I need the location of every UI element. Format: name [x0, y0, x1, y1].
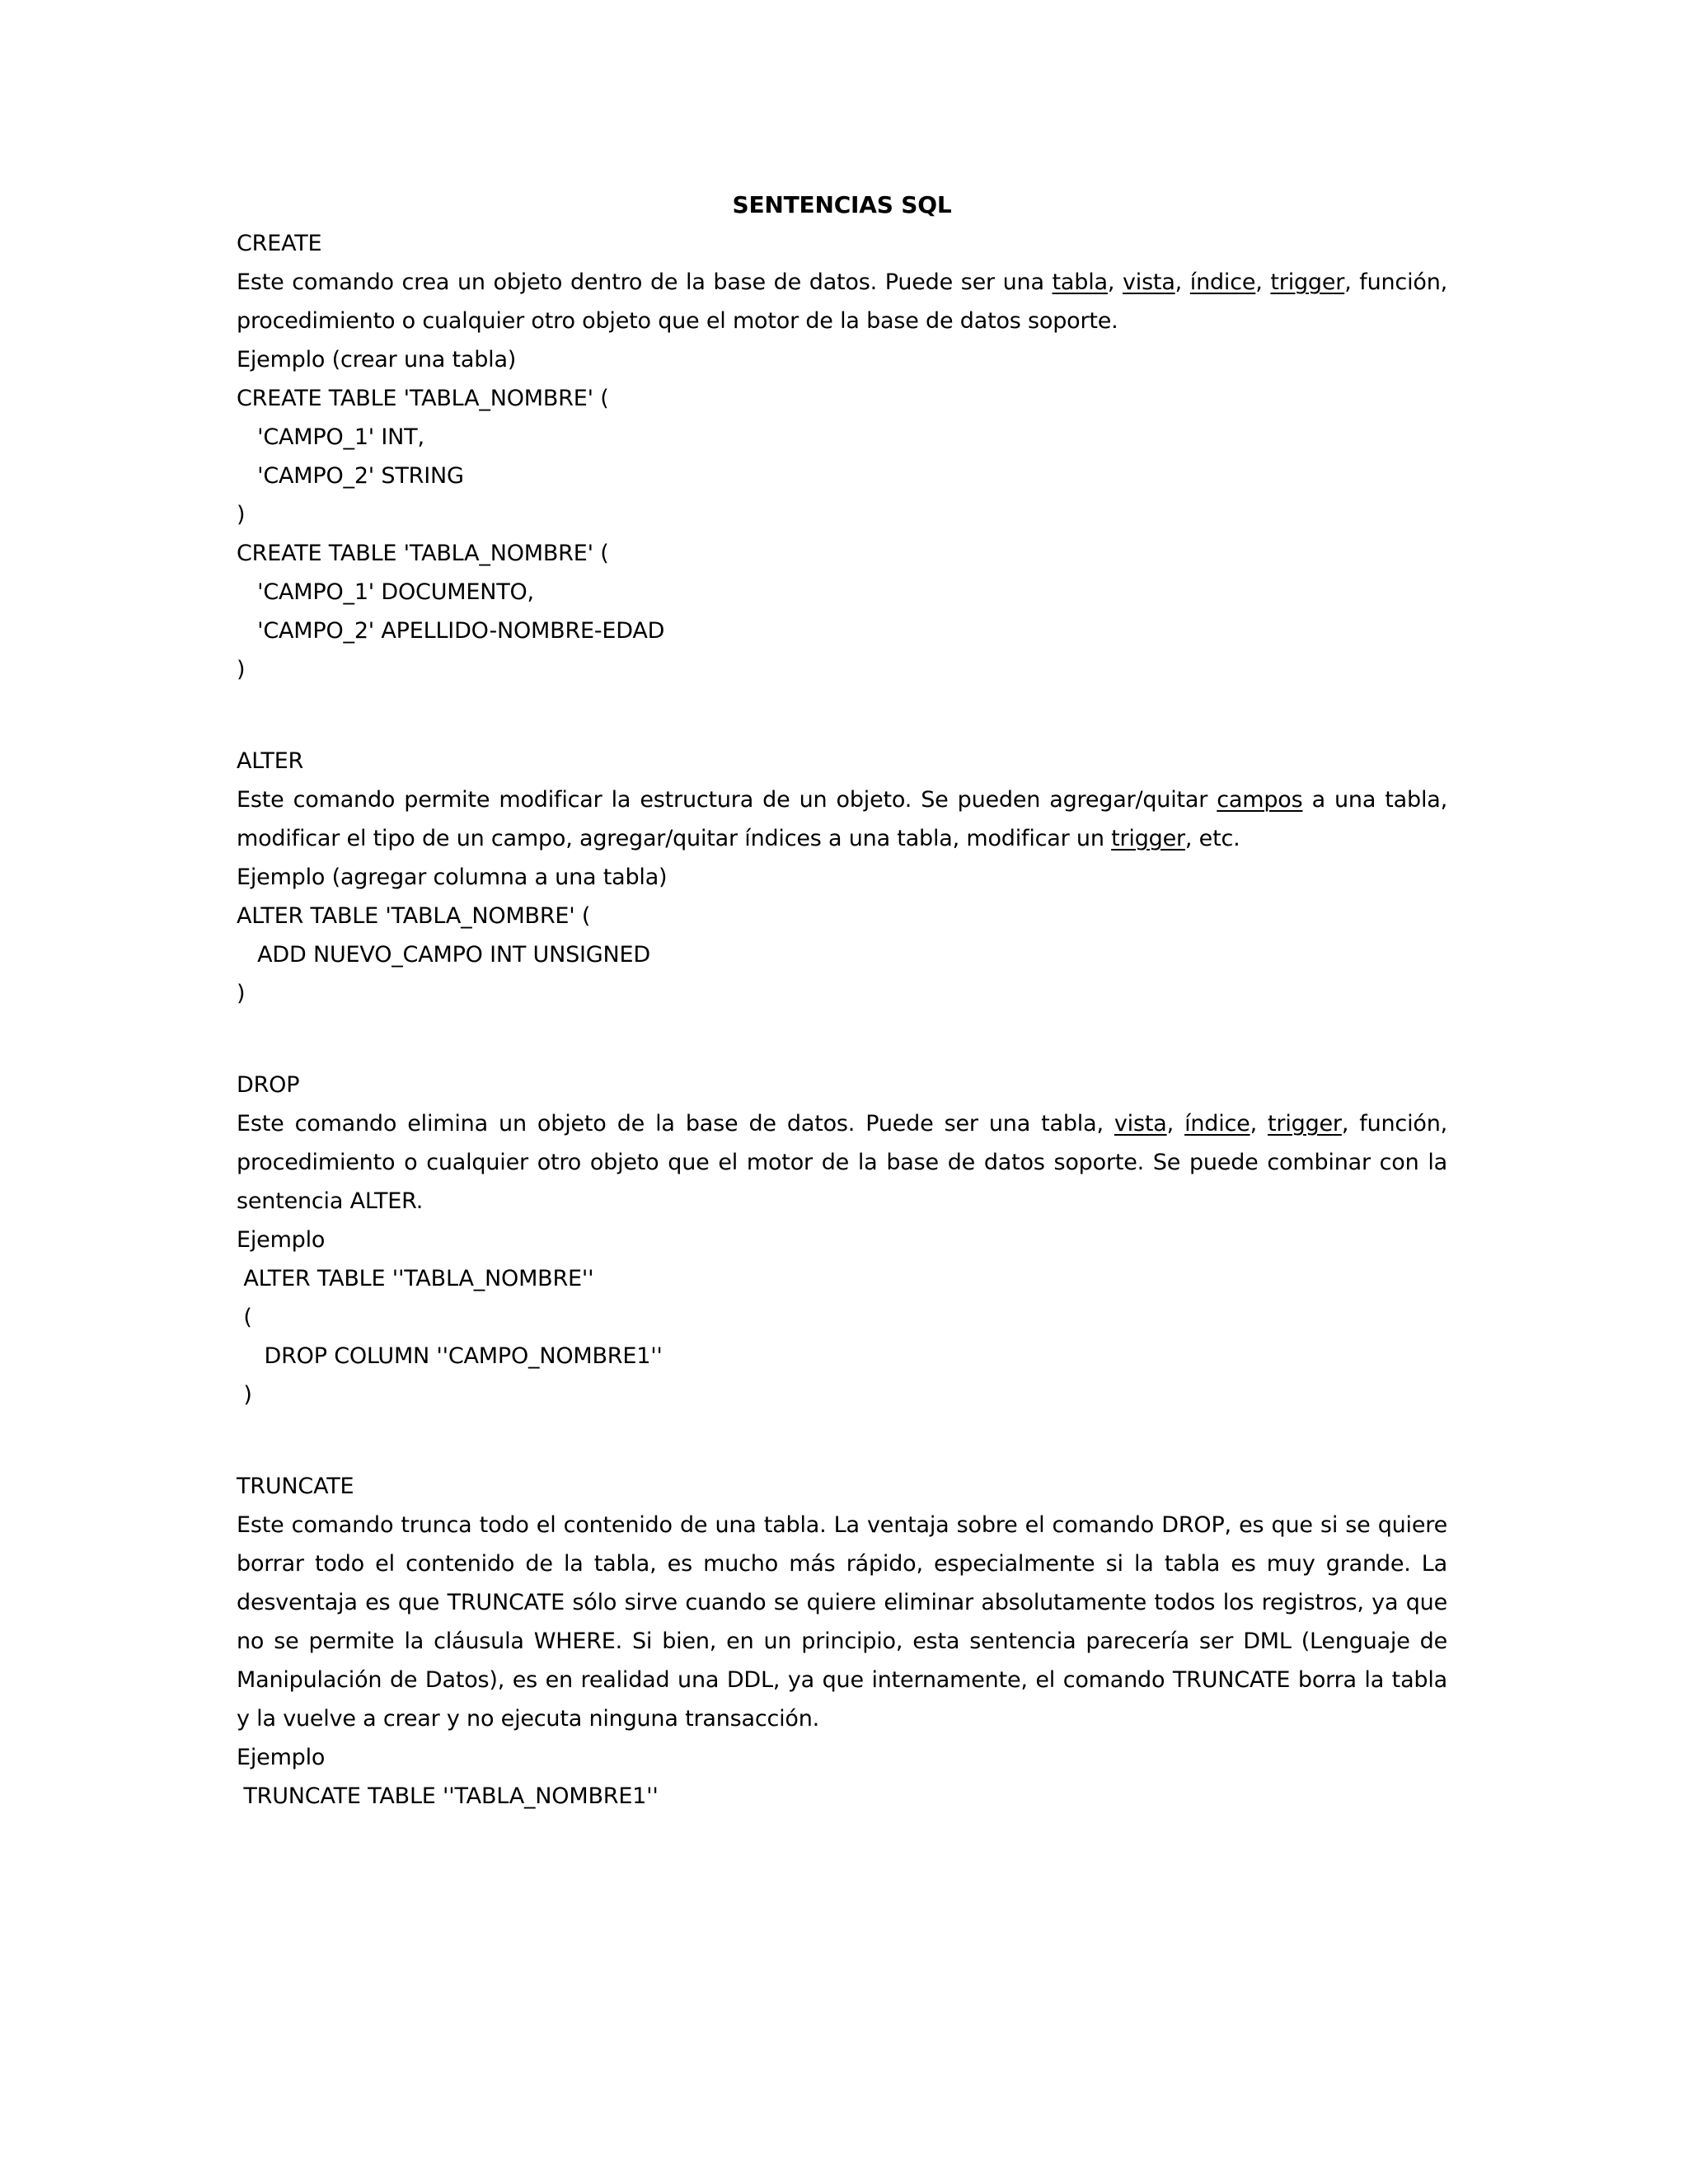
text-segment: Ejemplo (crear una tabla)	[237, 347, 517, 373]
text-segment: Ejemplo	[237, 1745, 326, 1770]
document-line	[237, 1738, 1447, 1777]
text-segment: Ejemplo (agregar columna a una tabla)	[237, 865, 668, 890]
section-heading	[237, 1467, 1447, 1506]
document-line	[237, 1104, 1447, 1143]
text-segment: Este comando permite modificar la estructura de un objeto. Se pueden agregar/quitar	[237, 787, 1217, 813]
document-line	[237, 1506, 1447, 1544]
document-line	[237, 1221, 1447, 1259]
text-segment: ,	[1250, 1111, 1268, 1137]
document-line	[237, 1298, 1447, 1337]
text-segment: borrar todo el contenido de la tabla, es mucho más rápido, especialmente si la tabla es muy grande. La	[237, 1551, 1447, 1577]
document-line	[237, 1143, 1447, 1182]
document-line	[237, 897, 1447, 935]
text-segment: desventaja es que TRUNCATE sólo sirve cuando se quiere eliminar absolutamente todos los registros, ya que	[237, 1590, 1447, 1615]
text-segment: 'CAMPO_1' INT,	[237, 424, 424, 450]
document-line	[237, 858, 1447, 897]
text-segment: , función,	[1344, 269, 1447, 295]
text-segment: sentencia ALTER.	[237, 1188, 424, 1214]
text-segment: ALTER TABLE ''TABLA_NOMBRE''	[237, 1266, 594, 1291]
document-line	[237, 819, 1447, 858]
text-segment: TRUNCATE TABLE ''TABLA_NOMBRE1''	[237, 1783, 659, 1809]
text-segment: TRUNCATE	[237, 1474, 354, 1499]
section-alter	[237, 742, 1447, 1013]
section-heading	[237, 224, 1447, 263]
underlined-term: índice	[1184, 1111, 1250, 1137]
text-segment: )	[237, 981, 246, 1006]
section-heading	[237, 742, 1447, 780]
text-segment: y la vuelve a crear y no ejecuta ninguna transacción.	[237, 1706, 820, 1732]
document-line	[237, 1622, 1447, 1661]
document-line	[237, 612, 1447, 650]
underlined-term: vista	[1122, 269, 1175, 295]
text-segment: Manipulación de Datos), es en realidad una DDL, ya que internamente, el comando TRUNCATE borra la tabla	[237, 1667, 1447, 1693]
underlined-term: trigger	[1270, 269, 1345, 295]
document-title: SENTENCIAS SQL	[732, 191, 952, 218]
text-segment: no se permite la cláusula WHERE. Si bien, en un principio, esta sentencia parecería ser DML (Lenguaje de	[237, 1629, 1447, 1654]
underlined-term: tabla	[1052, 269, 1108, 295]
document-line	[237, 974, 1447, 1013]
document-line	[237, 263, 1447, 302]
document-line	[237, 457, 1447, 495]
underlined-term: campos	[1217, 787, 1303, 813]
text-segment: ,	[1175, 269, 1190, 295]
text-segment: Este comando elimina un objeto de la base de datos. Puede ser una tabla,	[237, 1111, 1114, 1137]
document-line	[237, 935, 1447, 974]
text-segment: , función,	[1341, 1111, 1447, 1137]
text-segment: 'CAMPO_2' STRING	[237, 463, 464, 489]
text-segment: ,	[1255, 269, 1271, 295]
document-line	[237, 418, 1447, 457]
text-segment: 'CAMPO_2' APELLIDO-NOMBRE-EDAD	[237, 618, 665, 644]
document-line	[237, 1544, 1447, 1583]
text-segment: CREATE	[237, 231, 322, 256]
document-line	[237, 495, 1447, 534]
text-segment: ,	[1166, 1111, 1185, 1137]
text-segment: DROP COLUMN ''CAMPO_NOMBRE1''	[237, 1343, 663, 1369]
document-line	[237, 1376, 1447, 1414]
text-segment: modificar el tipo de un campo, agregar/quitar índices a una tabla, modificar un	[237, 826, 1112, 851]
text-segment: Este comando crea un objeto dentro de la base de datos. Puede ser una	[237, 269, 1053, 295]
document-sections	[237, 224, 1447, 1816]
text-segment: DROP	[237, 1072, 300, 1098]
text-segment: ALTER	[237, 748, 304, 774]
document-line	[237, 1583, 1447, 1622]
document-line	[237, 573, 1447, 612]
document-line	[237, 1661, 1447, 1699]
document-line	[237, 340, 1447, 379]
text-segment: , etc.	[1184, 826, 1240, 851]
text-segment: procedimiento o cualquier otro objeto que el motor de la base de datos soporte.	[237, 308, 1118, 334]
text-segment: ALTER TABLE 'TABLA_NOMBRE' (	[237, 903, 591, 929]
section-truncate	[237, 1467, 1447, 1816]
text-segment: Ejemplo	[237, 1227, 326, 1253]
document-line	[237, 379, 1447, 418]
text-segment: ADD NUEVO_CAMPO INT UNSIGNED	[237, 942, 650, 968]
document-line	[237, 1259, 1447, 1298]
section-heading	[237, 1066, 1447, 1104]
document-line	[237, 1182, 1447, 1221]
underlined-term: trigger	[1268, 1111, 1342, 1137]
document-line	[237, 1699, 1447, 1738]
document-line	[237, 534, 1447, 573]
document-line	[237, 650, 1447, 689]
text-segment: procedimiento o cualquier otro objeto que el motor de la base de datos soporte. Se puede combinar con la	[237, 1150, 1447, 1175]
text-segment: CREATE TABLE 'TABLA_NOMBRE' (	[237, 541, 609, 566]
underlined-term: índice	[1189, 269, 1256, 295]
section-create	[237, 224, 1447, 689]
text-segment: ,	[1107, 269, 1123, 295]
text-segment: )	[237, 657, 246, 682]
document-line	[237, 1777, 1447, 1816]
document-line	[237, 780, 1447, 819]
text-segment: a una tabla,	[1302, 787, 1447, 813]
document-line	[237, 1337, 1447, 1376]
underlined-term: vista	[1114, 1111, 1167, 1137]
document-line	[237, 302, 1447, 340]
text-segment: CREATE TABLE 'TABLA_NOMBRE' (	[237, 386, 609, 411]
text-segment: Este comando trunca todo el contenido de una tabla. La ventaja sobre el comando DROP, es que si se quiere	[237, 1512, 1447, 1538]
text-segment: )	[237, 1382, 252, 1408]
underlined-term: trigger	[1111, 826, 1185, 851]
text-segment: )	[237, 502, 246, 527]
text-segment: 'CAMPO_1' DOCUMENTO,	[237, 579, 534, 605]
text-segment: (	[237, 1305, 252, 1330]
section-drop	[237, 1066, 1447, 1414]
